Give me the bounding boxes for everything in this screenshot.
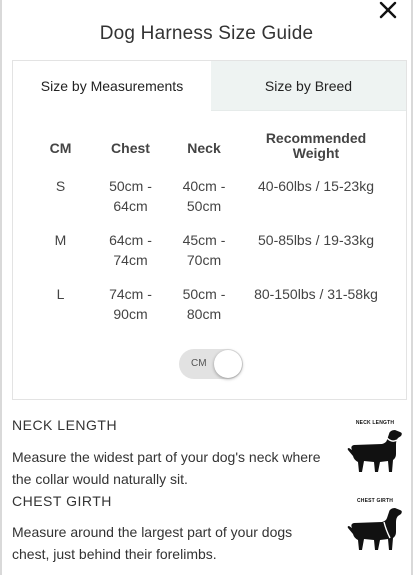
section-title-neck-length: NECK LENGTH [12,417,118,433]
table-cell-size: S [55,178,66,194]
table-cell-chest: 64cm - 74cm [109,232,152,268]
table-cell-neck: 45cm - 70cm [182,232,226,268]
tab-size-by-breed[interactable]: Size by Breed [211,61,406,111]
tab-bar [13,61,406,111]
table-cell-neck: 50cm - 80cm [182,286,226,322]
dog-neck-length-icon [340,420,410,480]
section-title-chest-girth: CHEST GIRTH [12,493,112,509]
toggle-knob[interactable] [214,350,242,378]
unit-toggle[interactable] [179,349,243,379]
tab-size-by-measurements[interactable]: Size by Measurements [13,61,211,111]
column-header-neck: Neck [187,140,221,156]
unit-toggle-label: CM [191,358,207,369]
section-body-chest-girth: Measure around the largest part of your dogs chest, just behind their forelimbs. [12,524,293,562]
modal-title: Dog Harness Size Guide [99,23,314,44]
size-guide-card [12,60,407,400]
table-cell-chest: 74cm - 90cm [109,286,152,322]
column-header-recommended-weight: Recommended Weight [265,130,367,161]
figure-caption-neck-length: NECK LENGTH [355,420,395,426]
table-cell-chest: 50cm - 64cm [109,178,152,214]
table-cell-neck: 40cm - 50cm [182,178,226,214]
figure-caption-chest-girth: CHEST GIRTH [356,498,394,504]
column-header-size: CM [49,140,72,156]
table-cell-weight: 40-60lbs / 15-23kg [258,178,374,194]
table-cell-size: L [56,286,65,302]
close-icon[interactable] [377,0,399,20]
table-cell-size: M [54,232,67,248]
dog-chest-girth-icon [340,498,410,558]
table-cell-weight: 50-85lbs / 19-33kg [258,232,374,248]
column-header-chest: Chest [111,140,150,156]
modal-left-edge [0,0,2,575]
table-cell-weight: 80-150lbs / 31-58kg [254,286,378,302]
section-body-neck-length: Measure the widest part of your dog's neck where the collar would naturally sit. [12,449,321,487]
